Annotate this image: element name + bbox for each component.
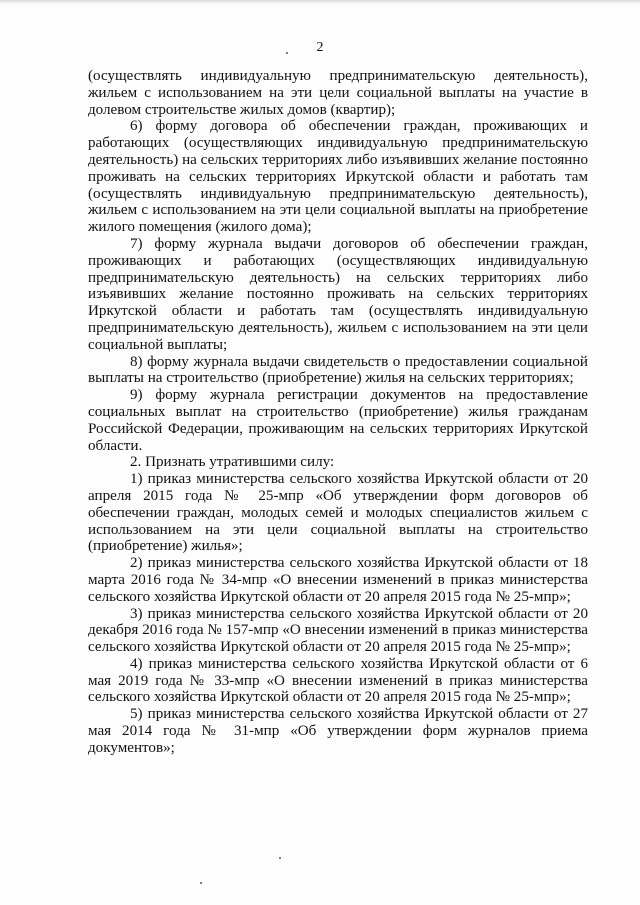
scan-top-edge — [0, 0, 640, 4]
scan-speck — [286, 52, 288, 54]
paragraph-continuation: (осуществлять индивидуальную предпринимательскую деятельность), жильем с использованием на эти цели социальной выплаты на участие в долевом строительстве жилых домов (квартир); — [88, 68, 588, 118]
page-number: 2 — [316, 40, 324, 55]
scan-speck — [279, 857, 281, 859]
repeal-item-1: 1) приказ министерства сельского хозяйства Иркутской области от 20 апреля 2015 года № 25-мпр «Об утверждении форм договоров об обеспечении граждан, молодых семей и молодых специалистов жильем с использованием на эти цели социальной выплаты на строительство (приобретение) жилья»; — [88, 471, 588, 555]
document-body — [88, 68, 588, 757]
repeal-item-4: 4) приказ министерства сельского хозяйства Иркутской области от 6 мая 2019 года № 33-мпр «О внесении изменений в приказ министерства сельского хозяйства Иркутской области от 20 апреля 2015 года № 25-мпр»; — [88, 655, 588, 706]
repeal-item-3: 3) приказ министерства сельского хозяйства Иркутской области от 20 декабря 2016 года № 157-мпр «О внесении изменений в приказ министерства сельского хозяйства Иркутской области от 20 апреля 2015 года № 25-мпр»; — [88, 605, 588, 656]
repeal-item-2: 2) приказ министерства сельского хозяйства Иркутской области от 18 марта 2016 года № 34-мпр «О внесении изменений в приказ министерства сельского хозяйства Иркутской области от 20 апреля 2015 года № 25-мпр»; — [88, 555, 588, 605]
scan-speck — [200, 882, 202, 884]
section-heading-2: 2. Признать утратившими силу: — [130, 454, 335, 471]
paragraph-item-9: 9) форму журнала регистрации документов на предоставление социальных выплат на строительство (приобретение) жилья гражданам Российской Федерации, проживающим на сельских территориях Иркутской области. — [88, 387, 588, 454]
paragraph-item-7: 7) форму журнала выдачи договоров об обеспечении граждан, проживающих и работающих (осуществляющих индивидуальную предпринимательскую деятельность) на сельских территориях либо изъявивших желание постоянно проживать на сельских территориях Иркутской области и работать там (осуществлять индивидуальную предпринимательскую деятельность), жильем с использованием на эти цели социальной выплаты; — [88, 235, 588, 353]
paragraph-item-6: 6) форму договора об обеспечении граждан, проживающих и работающих (осуществляющих индивидуальную предпринимательскую деятельность) на сельских территориях либо изъявивших желание постоянно проживать на сельских территориях Иркутской области и работать там (осуществлять индивидуальную предпринимательскую деятельность), жильем с использованием на эти цели социальной выплаты на приобретение жилого помещения (жилого дома); — [88, 118, 588, 236]
repeal-item-5: 5) приказ министерства сельского хозяйства Иркутской области от 27 мая 2014 года № 31-мпр «Об утверждении форм журналов приема документов»; — [88, 706, 588, 756]
paragraph-item-8: 8) форму журнала выдачи свидетельств о предоставлении социальной выплаты на строительство (приобретение) жилья на сельских территориях; — [88, 353, 588, 387]
